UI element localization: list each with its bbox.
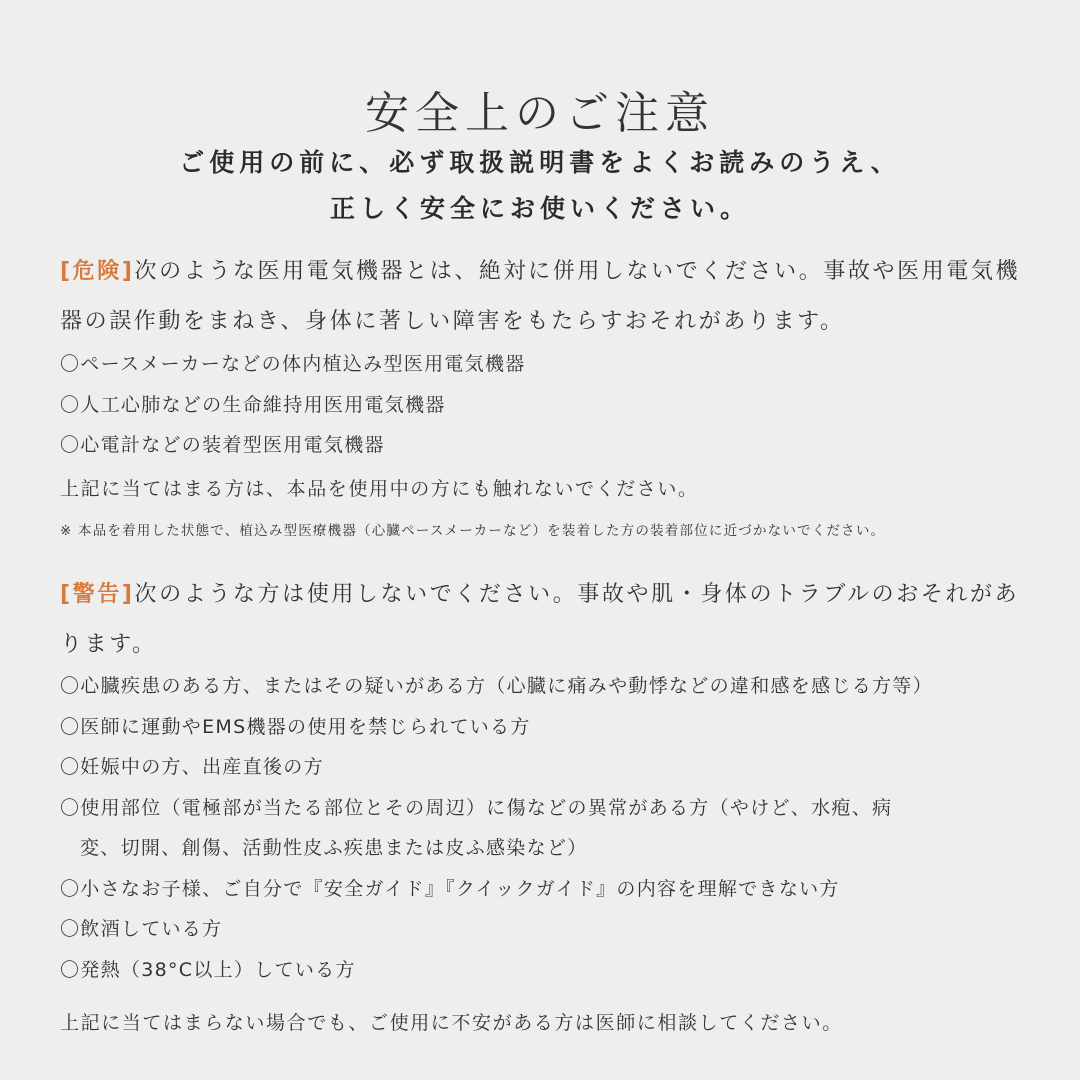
- danger-list: [60, 344, 1050, 466]
- list-item: 〇飲酒している方: [60, 918, 223, 940]
- list-item: [60, 788, 1050, 869]
- danger-paragraph: [60, 247, 1040, 347]
- closing-text: 上記に当てはまらない場合でも、ご使用に不安がある方は医師に相談してください。: [60, 1012, 843, 1034]
- list-item: 〇ペースメーカーなどの体内植込み型医用電気機器: [60, 353, 526, 375]
- list-item: 〇人工心肺などの生命維持用医用電気機器: [60, 393, 446, 416]
- warning-tag: [警告]: [60, 582, 135, 607]
- danger-text: 次のような医用電気機器とは、絶対に併用しないでください。事故や医用電気機器の誤作動をまねき、身体に著しい障害をもたらすおそれがあります。: [60, 259, 1021, 334]
- list-item: 〇医師に運動やEMS機器の使用を禁じられている方: [60, 715, 531, 738]
- page-title: 安全上のご注意: [365, 88, 715, 140]
- intro-line-2: 正しく安全にお使いください。: [329, 194, 750, 223]
- list-item: 〇小さなお子様、ご自分で『安全ガイド』『クイックガイド』の内容を理解できない方: [60, 877, 840, 900]
- warning-list: [60, 666, 1050, 990]
- danger-footnote: ※ 本品を着用した状態で、植込み型医療機器（心臓ペースメーカーなど）を装着した方の装着部位に近づかないでください。: [60, 523, 886, 539]
- list-item-continuation: 変、切開、創傷、活動性皮ふ疾患または皮ふ感染など）: [80, 837, 588, 859]
- intro-line-1: ご使用の前に、必ず取扱説明書をよくお読みのうえ、: [179, 148, 901, 177]
- list-item-text: 〇使用部位（電極部が当たる部位とその周辺）に傷などの異常がある方（やけど、水疱、病: [60, 796, 893, 819]
- warning-text: 次のような方は使用しないでください。事故や肌・身体のトラブルのおそれがあります。: [60, 582, 1020, 657]
- danger-tag: [危険]: [60, 259, 135, 284]
- list-item: 〇発熱（38°C以上）している方: [60, 958, 356, 981]
- danger-note: 上記に当てはまる方は、本品を使用中の方にも触れないでください。: [60, 478, 699, 500]
- intro-text: [0, 140, 1080, 232]
- list-item: 〇妊娠中の方、出産直後の方: [60, 756, 324, 778]
- list-item: 〇心臓疾患のある方、またはその疑いがある方（心臓に痛みや動悸などの違和感を感じる方等）: [60, 675, 933, 697]
- list-item: 〇心電計などの装着型医用電気機器: [60, 434, 385, 456]
- warning-paragraph: [60, 570, 1040, 670]
